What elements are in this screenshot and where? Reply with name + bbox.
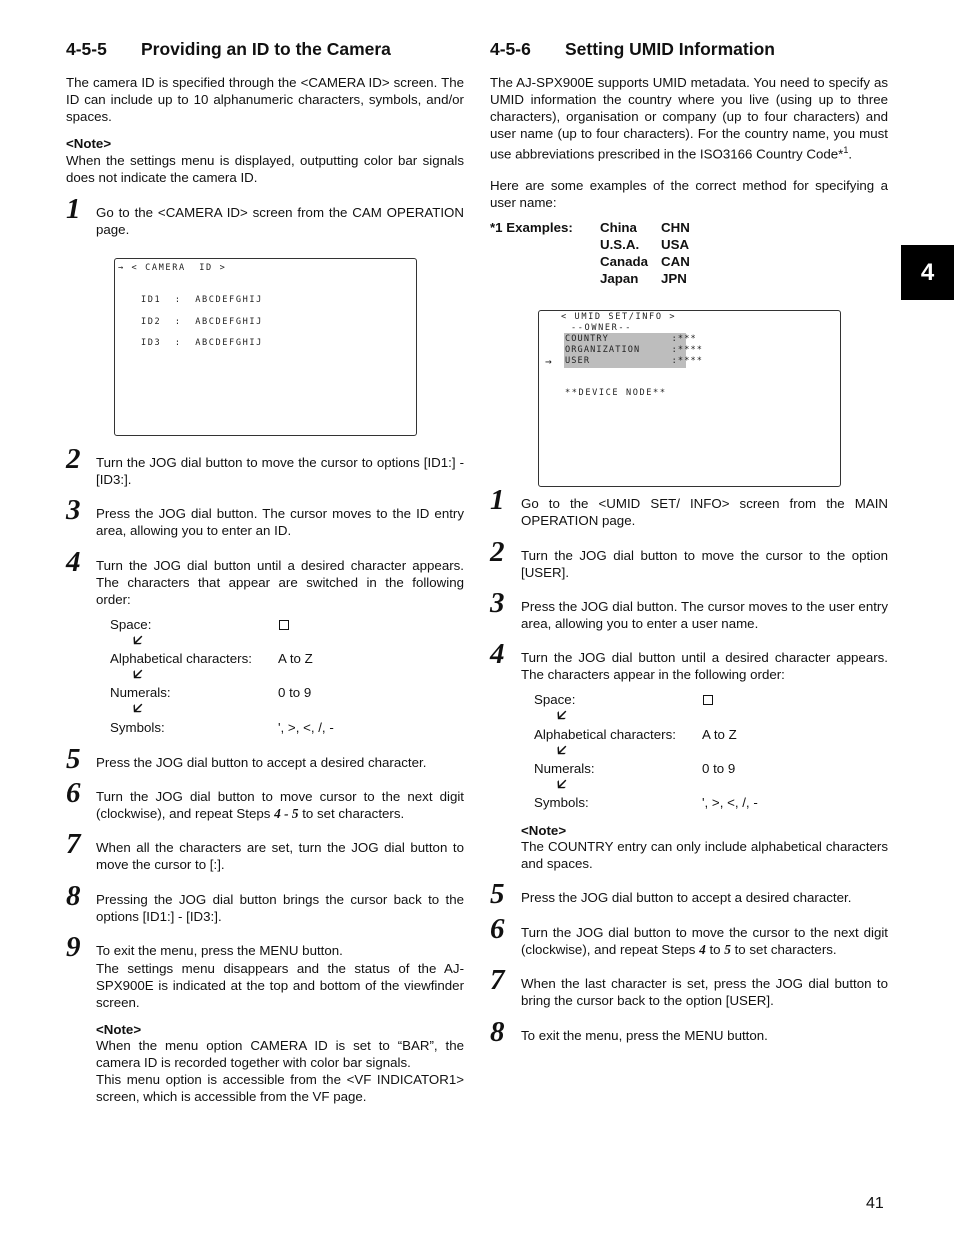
intro-paragraph: The camera ID is specified through the <CAMERA ID> screen. The ID can include up to 10 alphanumeric characters, symbols, and/or spaces. xyxy=(66,75,464,124)
umid-step-6-text-a: Turn the JOG dial button to move the cursor to the next digit (clockwise), and repeat Steps xyxy=(521,925,888,957)
seq-alpha-value: A to Z xyxy=(702,727,737,742)
note2-label: <Note> xyxy=(96,1022,142,1037)
seq-alpha-value: A to Z xyxy=(278,651,313,666)
seq-num-value: 0 to 9 xyxy=(278,685,312,700)
screen-org-row: ORGANIZATION :**** xyxy=(565,345,704,355)
step-number-1: 1 xyxy=(66,193,81,225)
down-arrow-icon: 🡧 xyxy=(133,632,143,649)
step-number-3: 3 xyxy=(66,494,81,526)
seq-alpha-label: Alphabetical characters: xyxy=(110,651,252,666)
down-arrow-icon: 🡧 xyxy=(133,666,143,683)
examples-label: *1 Examples: xyxy=(490,220,573,235)
section-heading-4-5-5 xyxy=(66,39,391,60)
section-number: 4-5-5 xyxy=(66,39,107,59)
chapter-tab: 4 xyxy=(901,245,954,300)
umid-intro-text: The AJ-SPX900E supports UMID metadata. You need to specify as UMID information the country where you live (using up to three characters), organisation or company (up to four characters) and user name (up to four characters). For the country name, you must use abbreviations prescribed in the ISO3166 Country Code* xyxy=(490,75,888,162)
step-6-steps-ref: 4 - 5 xyxy=(274,806,299,821)
step-number-6: 6 xyxy=(66,777,81,809)
umid-step-6-text xyxy=(521,924,888,958)
space-box-icon xyxy=(279,620,289,630)
step-2-text: Turn the JOG dial button to move the cursor to options [ID1:] - [ID3:]. xyxy=(96,455,464,487)
note-text: When the settings menu is displayed, outputting color bar signals does not indicate the camera ID. xyxy=(66,153,464,185)
example-country: Japan xyxy=(600,271,639,286)
page-number: 41 xyxy=(866,1195,884,1212)
step-1-text: Go to the <CAMERA ID> screen from the CAM OPERATION page. xyxy=(96,205,464,237)
step-9-text-a: To exit the menu, press the MENU button. xyxy=(96,943,343,958)
down-arrow-icon: 🡧 xyxy=(557,742,567,759)
seq-num-value: 0 to 9 xyxy=(702,761,736,776)
seq-alpha-label: Alphabetical characters: xyxy=(534,727,676,742)
umid-step-6-ref-start: 4 xyxy=(699,942,706,957)
umid-step-5-text: Press the JOG dial button to accept a desired character. xyxy=(521,890,852,905)
step-6-text-c: to set characters. xyxy=(298,806,405,821)
screen-id2-row: ID2 : ABCDEFGHIJ xyxy=(141,317,263,327)
step-9-text-b: The settings menu disappears and the status of the AJ-SPX900E is indicated at the top and bottom of the viewfinder screen. xyxy=(96,961,464,1010)
down-arrow-icon: 🡧 xyxy=(133,700,143,717)
screen-owner-header: --OWNER-- xyxy=(571,323,632,333)
screen-country-row: COUNTRY :*** xyxy=(565,334,697,344)
section-heading-4-5-6 xyxy=(490,39,775,60)
step-3-text: Press the JOG dial button. The cursor moves to the ID entry area, allowing you to enter an ID. xyxy=(96,506,464,538)
umid-step-6-ref-end: 5 xyxy=(724,942,731,957)
step-number-1: 1 xyxy=(490,484,505,516)
example-code: USA xyxy=(661,237,690,252)
space-box-icon xyxy=(703,695,713,705)
step-5-text: Press the JOG dial button to accept a desired character. xyxy=(96,755,427,770)
seq-space-label: Space: xyxy=(110,617,152,632)
umid-step-7-text: When the last character is set, press the JOG dial button to bring the cursor back to the option [USER]. xyxy=(521,976,888,1008)
step-number-7: 7 xyxy=(490,964,505,996)
seq-sym-value: ', >, <, /, - xyxy=(278,720,334,735)
step-6-text xyxy=(96,788,464,822)
screen-id1-row: ID1 : ABCDEFGHIJ xyxy=(141,295,263,305)
example-country: Canada xyxy=(600,254,649,269)
seq-sym-value: ', >, <, /, - xyxy=(702,795,758,810)
step-number-3: 3 xyxy=(490,587,505,619)
seq-num-label: Numerals: xyxy=(534,761,595,776)
umid-step-6-text-e: to set characters. xyxy=(730,942,837,957)
example-code: CAN xyxy=(661,254,690,269)
section-title: Providing an ID to the Camera xyxy=(141,39,391,59)
umid-step-1-text: Go to the <UMID SET/ INFO> screen from the MAIN OPERATION page. xyxy=(521,496,888,528)
step-number-5: 5 xyxy=(490,878,505,910)
step-7-text: When all the characters are set, turn the JOG dial button to move the cursor to [:]. xyxy=(96,840,464,872)
step-number-8: 8 xyxy=(66,880,81,912)
seq-sym-label: Symbols: xyxy=(110,720,165,735)
umid-step-4-text: Turn the JOG dial button until a desired character appears. The characters appear in the following order: xyxy=(521,650,888,682)
seq-num-label: Numerals: xyxy=(110,685,171,700)
section-number: 4-5-6 xyxy=(490,39,531,59)
note2-text-2: This menu option is accessible from the <VF INDICATOR1> screen, which is accessible from the VF page. xyxy=(96,1072,464,1104)
seq-sym-label: Symbols: xyxy=(534,795,589,810)
example-country: U.S.A. xyxy=(600,237,640,252)
umid-note-text: The COUNTRY entry can only include alphabetical characters and spaces. xyxy=(521,839,888,871)
step-number-4: 4 xyxy=(490,638,505,670)
example-code: JPN xyxy=(661,271,687,286)
step-number-5: 5 xyxy=(66,743,81,775)
example-country: China xyxy=(600,220,637,235)
screen-device-node: **DEVICE NODE** xyxy=(565,388,667,398)
camera-id-screen xyxy=(114,258,417,436)
umid-intro-paragraph xyxy=(490,74,888,162)
screen-user-row: USER :**** xyxy=(565,356,704,366)
umid-intro-2: Here are some examples of the correct method for specifying a user name: xyxy=(490,178,888,210)
screen-title: → < CAMERA ID > xyxy=(118,263,227,273)
umid-step-3-text: Press the JOG dial button. The cursor moves to the user entry area, allowing you to enter a user name. xyxy=(521,599,888,631)
step-number-7: 7 xyxy=(66,828,81,860)
step-number-6: 6 xyxy=(490,913,505,945)
step-4-text: Turn the JOG dial button until a desired character appears. The characters that appear are switched in the following order: xyxy=(96,558,464,607)
umid-step-2-text: Turn the JOG dial button to move the cursor to the option [USER]. xyxy=(521,548,888,580)
umid-intro-end: . xyxy=(848,146,853,162)
footnote-marker: 1 xyxy=(843,145,849,155)
section-title: Setting UMID Information xyxy=(565,39,775,59)
note-label: <Note> xyxy=(66,136,112,151)
note2-text-1: When the menu option CAMERA ID is set to “BAR”, the camera ID is recorded together with color bar signals. xyxy=(96,1038,464,1070)
umid-step-6-text-c: to xyxy=(705,942,725,957)
down-arrow-icon: 🡧 xyxy=(557,707,567,724)
step-number-2: 2 xyxy=(66,443,81,475)
step-8-text: Pressing the JOG dial button brings the cursor back to the options [ID1:] - [ID3:]. xyxy=(96,892,464,924)
step-number-8: 8 xyxy=(490,1016,505,1048)
step-number-9: 9 xyxy=(66,931,81,963)
step-number-2: 2 xyxy=(490,536,505,568)
example-code: CHN xyxy=(661,220,690,235)
screen-title: < UMID SET/INFO > xyxy=(561,312,677,322)
screen-id3-row: ID3 : ABCDEFGHIJ xyxy=(141,338,263,348)
umid-note-label: <Note> xyxy=(521,823,567,838)
down-arrow-icon: 🡧 xyxy=(557,776,567,793)
step-6-text-a: Turn the JOG dial button to move cursor to the next digit (clockwise), and repeat Steps xyxy=(96,789,464,821)
umid-set-info-screen xyxy=(538,310,841,487)
cursor-arrow-icon: → xyxy=(545,355,554,368)
seq-space-label: Space: xyxy=(534,692,576,707)
umid-step-8-text: To exit the menu, press the MENU button. xyxy=(521,1028,768,1043)
step-number-4: 4 xyxy=(66,546,81,578)
